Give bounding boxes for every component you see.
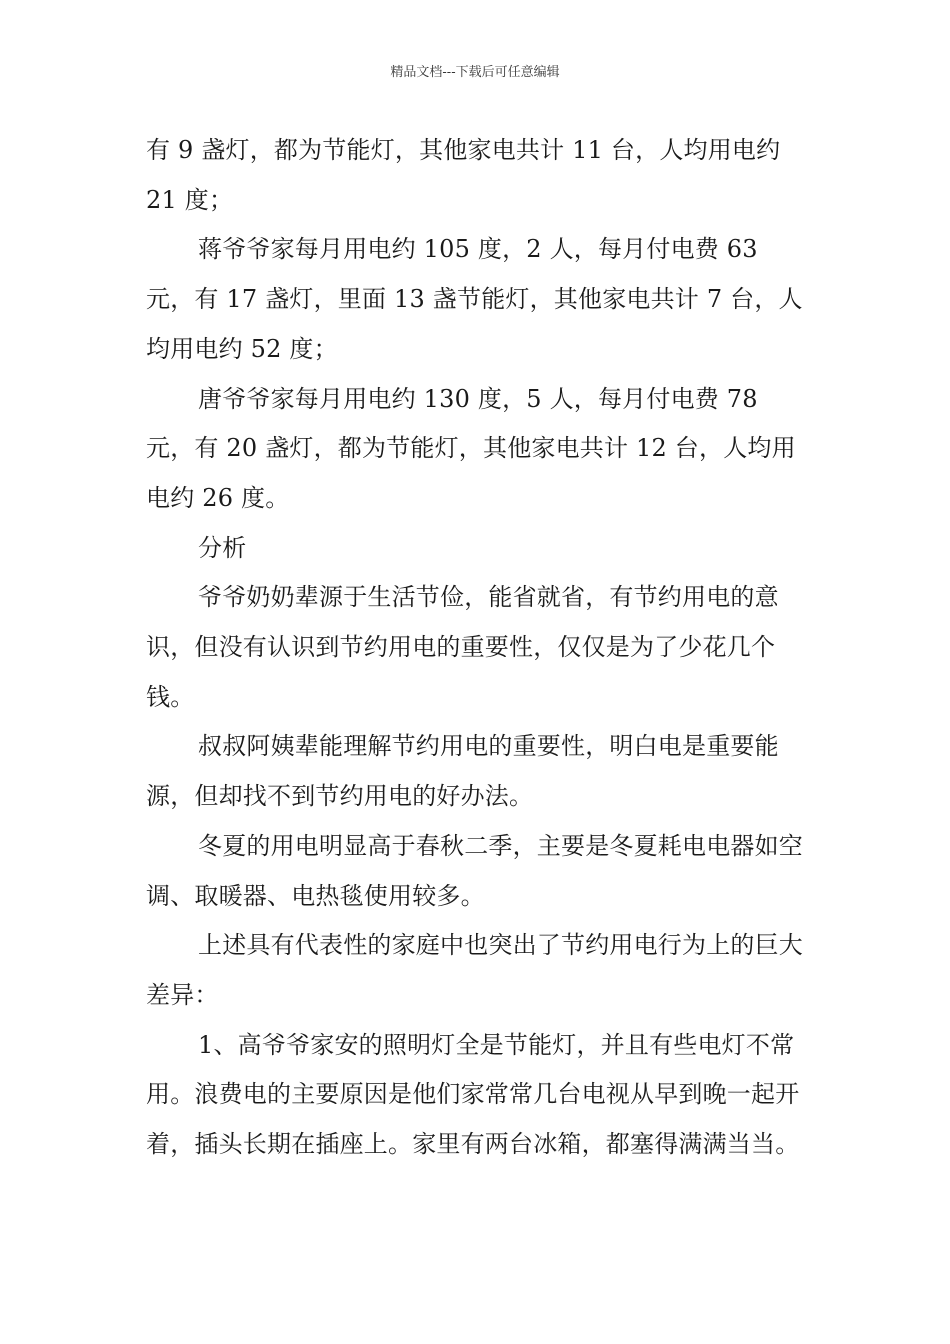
paragraph-behavior-difference: 上述具有代表性的家庭中也突出了节约用电行为上的巨大差异： [146,931,803,1009]
paragraph-grandparents-analysis: 爷爷奶奶辈源于生活节俭，能省就省，有节约用电的意识，但没有认识到节约用电的重要性，仅仅是为了少花几个钱。 [146,583,779,711]
paragraph-tang-household: 唐爷爷家每月用电约 130 度，5 人，每月付电费 78 元，有 20 盏灯，都为节能灯，其他家电共计 12 台，人均用电约 26 度。 [146,384,796,512]
section-heading-analysis: 分析 [198,533,247,562]
paragraph-gao-household-detail: 1、高爷爷家安的照明灯全是节能灯，并且有些电灯不常用。浪费电的主要原因是他们家常常几台电视从早到晚一起开着，插头长期在插座上。家里有两台冰箱，都塞得满满当当。 [146,1030,800,1159]
page-header: 精品文档---下载后可任意编辑 [390,65,560,80]
paragraph-seasonal-usage: 冬夏的用电明显高于春秋二季，主要是冬夏耗电电器如空调、取暖器、电热毯使用较多。 [146,831,803,910]
paragraph-gao-household-end: 有 9 盏灯，都为节能灯，其他家电共计 11 台，人均用电约 21 度； [146,136,781,214]
paragraph-uncles-aunts-analysis: 叔叔阿姨辈能理解节约用电的重要性，明白电是重要能源，但却找不到节约用电的好办法。 [146,732,779,811]
paragraph-jiang-household: 蒋爷爷家每月用电约 105 度，2 人，每月付电费 63 元，有 17 盏灯，里面 13 盏节能灯，其他家电共计 7 台，人均用电约 52 度； [146,235,803,363]
document-body [146,126,810,1170]
